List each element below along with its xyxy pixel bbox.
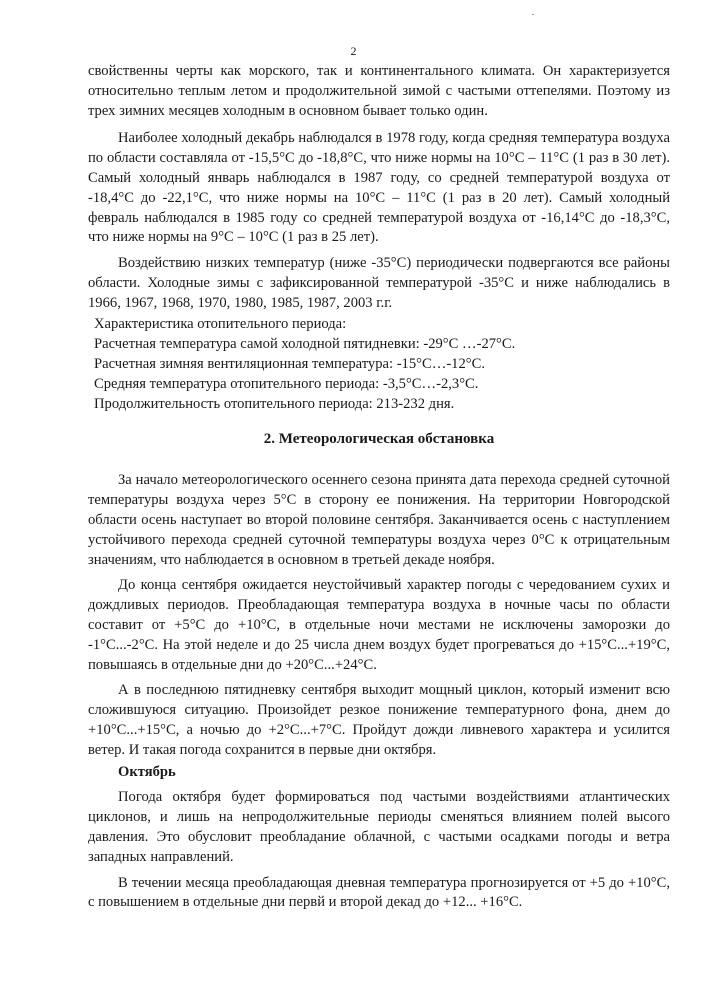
paragraph-october-weather: Погода октября будет формироваться под частыми воздействиями атлантических циклонов, и лишь на непродолжительные периоды сменяться влиянием полей высого давления. Это обусловит преобладание облачной, с частыми осадками погоды и ветра западных направлений. (88, 789, 670, 865)
heating-period-characteristics (88, 314, 670, 414)
section-title: 2. Метеорологическая обстановка (263, 430, 495, 447)
paragraph-coldest-months: Наиболее холодный декабрь наблюдался в 1978 году, когда средняя температура воздуха по области составляла от -15,5°С до -18,8°С, что ниже нормы на 10°С – 11°С (1 раз в 30 лет). Самый холодный январь наблюдался в 1987 году, со средней температурой воздуха от -18,4°С до -22,1°С, что ниже нормы на 10°С – 11°С (1 раз в 20 лет). Самый холодный февраль наблюдался в 1985 году со средней температурой воздуха от -16,14°С до -18,3°С, что ниже нормы на 9°С – 10°С (1 раз в 25 лет). (88, 130, 670, 246)
heating-characteristic-heading: Характеристика отопительного периода: (94, 315, 347, 332)
scan-artifact (532, 14, 534, 15)
paragraph-climate-intro: свойственны черты как морского, так и континентального климата. Он характеризуется относительно теплым летом и продолжительной зимой с частыми оттепелями. Поэтому из трех зимних месяцев холодным в основном бывает только один. (88, 63, 670, 119)
paragraph-autumn-start: За начало метеорологического осеннего сезона принята дата перехода средней суточной температуры воздуха через 5°С в сторону ее понижения. На территории Новгородской области осень наступает во второй половине сентября. Заканчивается осень с наступлением устойчивого перехода средней суточной температуры воздуха через 0°С к отрицательным значениям, что наблюдается в основном в третьей декаде ноября. (88, 472, 670, 568)
heating-characteristic-item: Продолжительность отопительного периода: 213-232 дня. (94, 395, 455, 412)
heating-characteristic-item: Расчетная температура самой холодной пятидневки: -29°С …-27°С. (94, 335, 516, 352)
paragraph-cyclone: А в последнюю пятидневку сентября выходит мощный циклон, который изменит всю сложившуюся ситуацию. Произойдет резкое понижение температурного фона, днем до +10°С...+15°С, а ночью до +2°С...+7°С. Пройдут дожди ливневого характера и усилится ветер. И такая погода сохранится в первые дни октября. (88, 682, 670, 758)
paragraph-september-forecast: До конца сентября ожидается неустойчивый характер погоды с чередованием сухих и дождливых периодов. Преобладающая температура воздуха в ночные часы по области составит от +5°С до +10°С, в отдельные ночи местами не исключены заморозки до -1°С...-2°С. На этой неделе и до 25 числа днем воздух будет прогреваться до +15°С...+19°С, повышаясь в отдельные дни до +20°С...+24°С. (88, 577, 670, 673)
heating-characteristic-item: Средняя температура отопительного периода: -3,5°С…-2,3°С. (94, 375, 479, 392)
paragraph-october-temperature: В течении месяца преобладающая дневная температура прогнозируется от +5 до +10°С, с повышением в отдельные дни первй и второй декад до +12... +16°С. (88, 874, 670, 911)
heating-characteristic-item: Расчетная зимняя вентиляционная температура: -15°С…-12°С. (94, 355, 485, 372)
paragraph-low-temperatures: Воздействию низких температур (ниже -35°С) периодически подвергаются все районы области. Холодные зимы с зафиксированной температурой -35°С и ниже наблюдались в 1966, 1967, 1968, 1970, 1980, 1985, 1987, 2003 г.г. (88, 255, 670, 311)
october-heading: Октябрь (118, 763, 176, 780)
page-number: 2 (350, 44, 357, 58)
page-body (88, 62, 670, 913)
